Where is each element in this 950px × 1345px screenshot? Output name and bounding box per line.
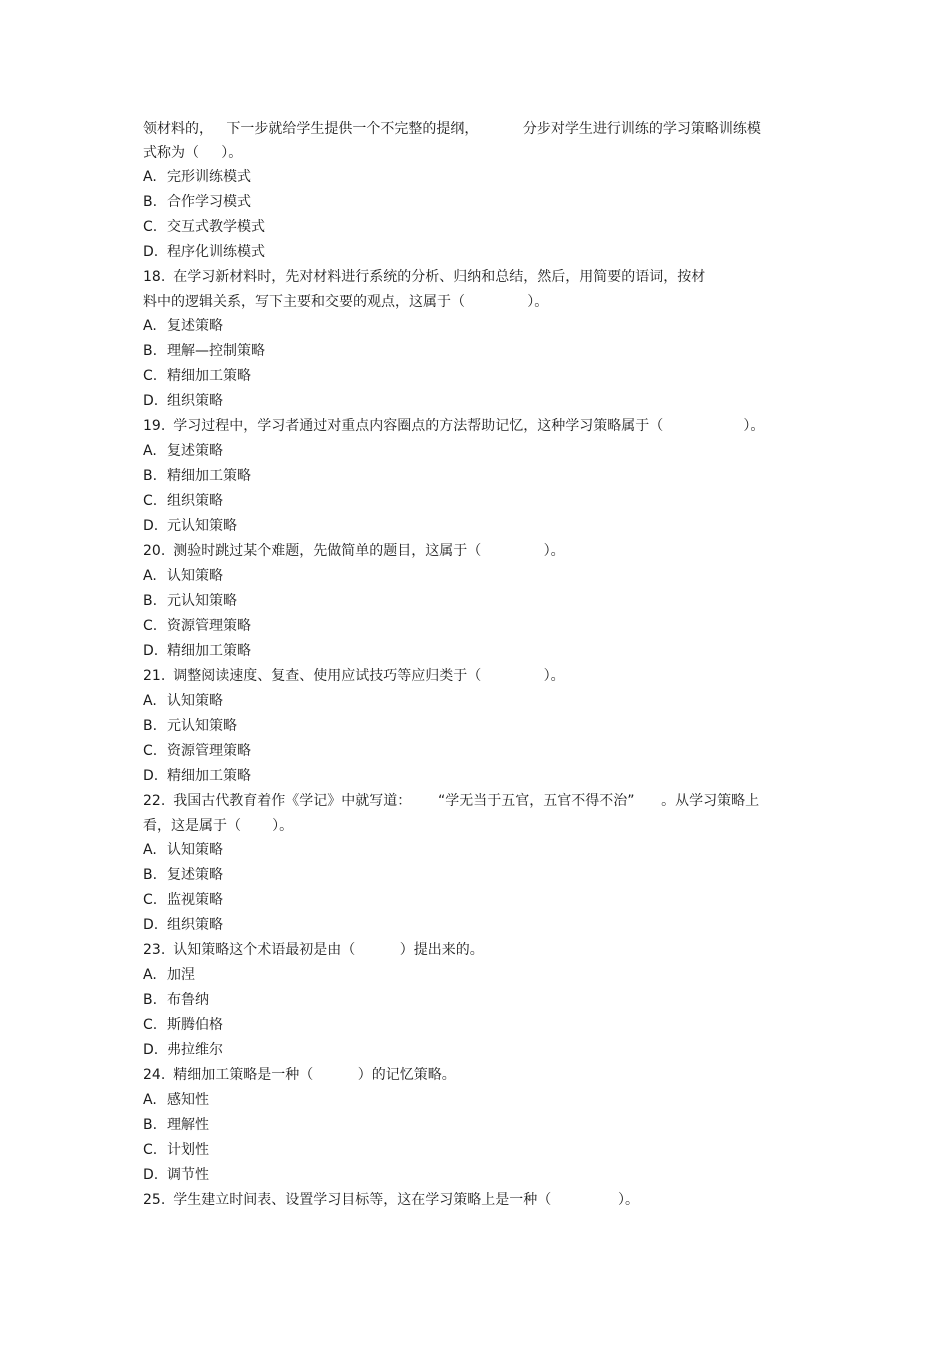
question-number: 21. [143,668,166,684]
option-label: D. [143,244,159,260]
option-label: A. [143,568,157,584]
option-text: 理解性 [167,1117,209,1133]
continuation-line [143,141,813,165]
option-line [143,439,813,464]
option-line [143,589,813,614]
option-label: B. [143,468,158,484]
option-line [143,888,813,913]
option-line [143,714,813,739]
question-line [143,938,813,963]
option-line [143,689,813,714]
option-line [143,739,813,764]
option-line [143,215,813,240]
option-label: C. [143,1142,158,1158]
question-number: 22. [143,793,166,809]
question-text: 学生建立时间表、设置学习目标等，这在学习策略上是一种（ ）。 [173,1192,640,1208]
option-line [143,1088,813,1113]
option-line [143,963,813,988]
option-label: B. [143,1117,158,1133]
option-label: A. [143,693,157,709]
option-text: 认知策略 [167,842,223,858]
question-text: 领材料的， 下一步就给学生提供一个不完整的提纲， 分步对学生进行训练的学习策略训练模 [143,121,761,137]
option-text: 精细加工策略 [167,643,251,659]
question-text: 测验时跳过某个难题，先做简单的题目，这属于（ ）。 [173,543,565,559]
question-number: 20. [143,543,166,559]
question-number: 23. [143,942,166,958]
option-line [143,339,813,364]
option-text: 理解—控制策略 [167,343,265,359]
option-label: C. [143,219,158,235]
option-line [143,639,813,664]
option-text: 精细加工策略 [167,768,251,784]
option-label: B. [143,194,158,210]
option-label: B. [143,593,158,609]
option-label: D. [143,917,159,933]
question-line [143,539,813,564]
option-label: A. [143,842,157,858]
question-line [143,1188,813,1213]
option-label: D. [143,518,159,534]
question-number: 19. [143,418,166,434]
option-label: C. [143,618,158,634]
option-label: B. [143,867,158,883]
option-text: 布鲁纳 [167,992,209,1008]
option-text: 计划性 [167,1142,209,1158]
option-text: 复述策略 [167,443,223,459]
option-line [143,489,813,514]
option-label: D. [143,1042,159,1058]
option-text: 合作学习模式 [167,194,251,210]
option-text: 调节性 [167,1167,209,1183]
option-label: D. [143,1167,159,1183]
question-text: 调整阅读速度、复查、使用应试技巧等应归类于（ ）。 [173,668,565,684]
option-text: 精细加工策略 [167,468,251,484]
option-label: B. [143,343,158,359]
option-line [143,564,813,589]
option-text: 元认知策略 [167,518,237,534]
question-number: 24. [143,1067,166,1083]
option-label: A. [143,443,157,459]
option-line [143,1138,813,1163]
option-text: 复述策略 [167,867,223,883]
option-line [143,1013,813,1038]
question-text: 学习过程中，学习者通过对重点内容圈点的方法帮助记忆，这种学习策略属于（ ）。 [173,418,765,434]
question-line [143,664,813,689]
option-label: A. [143,1092,157,1108]
option-text: 元认知策略 [167,718,237,734]
option-line [143,165,813,190]
option-text: 程序化训练模式 [167,244,265,260]
option-text: 完形训练模式 [167,169,251,185]
option-text: 交互式教学模式 [167,219,265,235]
option-text: 认知策略 [167,693,223,709]
question-line [143,1063,813,1088]
question-number: 18. [143,269,166,285]
option-line [143,514,813,539]
question-text: 精细加工策略是一种（ ）的记忆策略。 [173,1067,456,1083]
option-label: A. [143,318,157,334]
option-label: C. [143,892,158,908]
continuation-line [143,290,813,314]
question-text: 料中的逻辑关系，写下主要和交要的观点，这属于（ ）。 [143,294,549,310]
option-line [143,464,813,489]
option-line [143,314,813,339]
option-label: C. [143,493,158,509]
option-line [143,190,813,215]
option-text: 组织策略 [167,917,223,933]
option-line [143,1113,813,1138]
option-label: D. [143,768,159,784]
option-label: D. [143,643,159,659]
option-label: D. [143,393,159,409]
option-label: C. [143,743,158,759]
option-label: A. [143,169,157,185]
option-line [143,913,813,938]
option-text: 弗拉维尔 [167,1042,223,1058]
option-line [143,240,813,265]
option-text: 精细加工策略 [167,368,251,384]
question-text: 看，这是属于（ ）。 [143,818,294,834]
option-line [143,614,813,639]
option-text: 资源管理策略 [167,743,251,759]
option-text: 复述策略 [167,318,223,334]
question-text: 式称为（ ）。 [143,145,243,161]
continuation-line [143,814,813,838]
question-text: 我国古代教育着作《学记》中就写道： “学无当于五官，五官不得不治” 。从学习策略上 [173,793,760,809]
option-text: 元认知策略 [167,593,237,609]
option-line [143,364,813,389]
option-line [143,988,813,1013]
option-line [143,389,813,414]
option-text: 加涅 [167,967,195,983]
option-line [143,1163,813,1188]
option-text: 感知性 [167,1092,209,1108]
option-text: 组织策略 [167,393,223,409]
option-text: 监视策略 [167,892,223,908]
question-list [143,117,813,1213]
option-label: C. [143,368,158,384]
continuation-line [143,117,813,141]
option-label: A. [143,967,157,983]
question-line [143,414,813,439]
question-line [143,265,813,290]
question-text: 在学习新材料时，先对材料进行系统的分析、归纳和总结，然后，用简要的语词，按材 [173,269,706,285]
option-label: C. [143,1017,158,1033]
question-line [143,789,813,814]
option-line [143,764,813,789]
option-text: 组织策略 [167,493,223,509]
question-number: 25. [143,1192,166,1208]
option-text: 斯腾伯格 [167,1017,223,1033]
option-line [143,863,813,888]
option-line [143,838,813,863]
question-text: 认知策略这个术语最初是由（ ）提出来的。 [173,942,484,958]
option-line [143,1038,813,1063]
option-text: 资源管理策略 [167,618,251,634]
option-label: B. [143,992,158,1008]
option-text: 认知策略 [167,568,223,584]
option-label: B. [143,718,158,734]
